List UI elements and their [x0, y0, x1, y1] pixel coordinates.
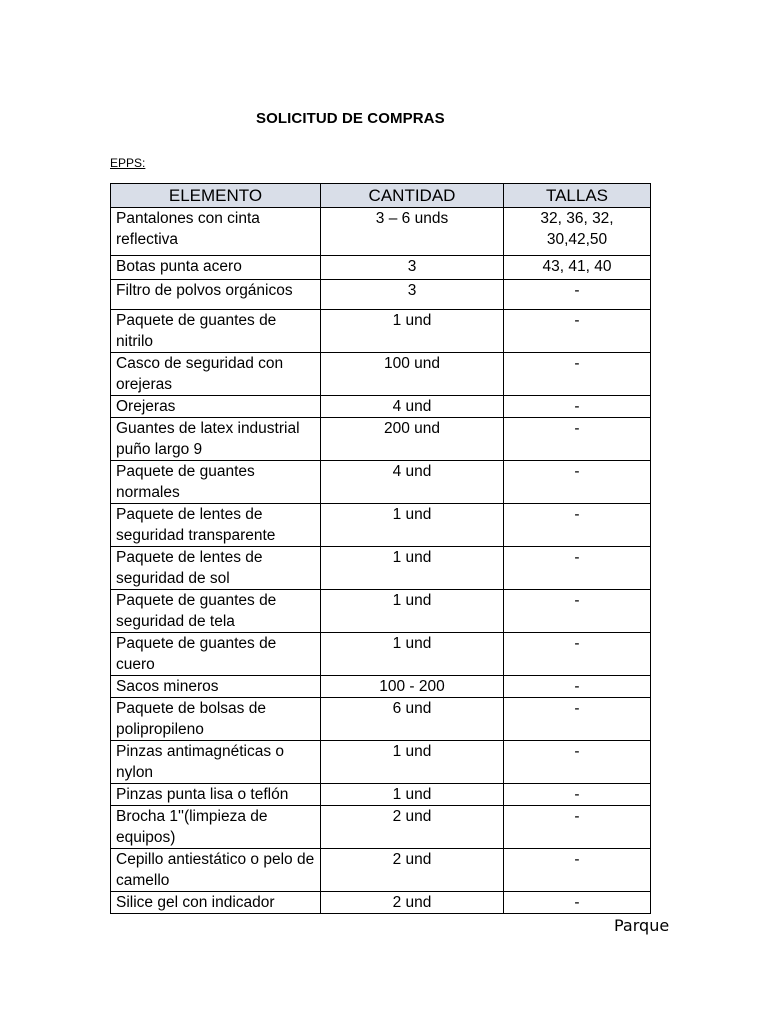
table-row — [111, 849, 651, 892]
table-row — [111, 892, 651, 914]
cell-cantidad: 100 - 200 — [321, 676, 504, 698]
cell-tallas: - — [504, 504, 651, 547]
cell-tallas: - — [504, 633, 651, 676]
cell-tallas: - — [504, 418, 651, 461]
cell-cantidad: 2 und — [321, 806, 504, 849]
cell-elemento: Paquete de guantes normales — [111, 461, 321, 504]
table-header-row — [111, 184, 651, 208]
table-row — [111, 256, 651, 280]
document-title: SOLICITUD DE COMPRAS — [256, 110, 445, 127]
cell-elemento: Guantes de latex industrial puño largo 9 — [111, 418, 321, 461]
cell-cantidad: 100 und — [321, 353, 504, 396]
table-row — [111, 461, 651, 504]
cell-elemento: Casco de seguridad con orejeras — [111, 353, 321, 396]
cell-elemento: Silice gel con indicador — [111, 892, 321, 914]
cell-cantidad: 1 und — [321, 633, 504, 676]
cell-tallas: - — [504, 310, 651, 353]
cell-elemento: Pinzas punta lisa o teflón — [111, 784, 321, 806]
table-row — [111, 547, 651, 590]
cell-cantidad: 2 und — [321, 849, 504, 892]
table-row — [111, 280, 651, 310]
header-elemento: ELEMENTO — [111, 184, 321, 208]
cell-cantidad: 1 und — [321, 547, 504, 590]
table-row — [111, 806, 651, 849]
cell-elemento: Botas punta acero — [111, 256, 321, 280]
cell-tallas: - — [504, 547, 651, 590]
cell-elemento: Cepillo antiestático o pelo de camello — [111, 849, 321, 892]
table-row — [111, 208, 651, 256]
cell-cantidad: 6 und — [321, 698, 504, 741]
table-row — [111, 698, 651, 741]
header-tallas: TALLAS — [504, 184, 651, 208]
table-row — [111, 784, 651, 806]
table-row — [111, 396, 651, 418]
cell-elemento: Paquete de guantes de seguridad de tela — [111, 590, 321, 633]
cell-elemento: Paquete de lentes de seguridad transparente — [111, 504, 321, 547]
cell-elemento: Orejeras — [111, 396, 321, 418]
cell-tallas: 43, 41, 40 — [504, 256, 651, 280]
table-row — [111, 418, 651, 461]
cell-cantidad: 3 – 6 unds — [321, 208, 504, 256]
cell-elemento: Sacos mineros — [111, 676, 321, 698]
cell-tallas: - — [504, 590, 651, 633]
cell-tallas: - — [504, 892, 651, 914]
cell-cantidad: 4 und — [321, 461, 504, 504]
purchase-request-table — [110, 183, 651, 914]
cell-cantidad: 3 — [321, 256, 504, 280]
cell-tallas: - — [504, 741, 651, 784]
cell-tallas: - — [504, 784, 651, 806]
cell-tallas: - — [504, 806, 651, 849]
table-row — [111, 633, 651, 676]
cell-cantidad: 4 und — [321, 396, 504, 418]
cell-tallas: - — [504, 676, 651, 698]
cell-elemento: Filtro de polvos orgánicos — [111, 280, 321, 310]
table-row — [111, 676, 651, 698]
table-row — [111, 353, 651, 396]
table-row — [111, 310, 651, 353]
cell-elemento: Paquete de guantes de nitrilo — [111, 310, 321, 353]
cell-cantidad: 2 und — [321, 892, 504, 914]
cell-tallas: - — [504, 396, 651, 418]
cell-tallas: - — [504, 353, 651, 396]
cell-tallas: 32, 36, 32, 30,42,50 — [504, 208, 651, 256]
cell-cantidad: 1 und — [321, 504, 504, 547]
cell-cantidad: 1 und — [321, 784, 504, 806]
cell-elemento: Paquete de bolsas de polipropileno — [111, 698, 321, 741]
cell-cantidad: 1 und — [321, 741, 504, 784]
cell-tallas: - — [504, 461, 651, 504]
cell-elemento: Pinzas antimagnéticas o nylon — [111, 741, 321, 784]
cell-elemento: Paquete de guantes de cuero — [111, 633, 321, 676]
cell-tallas: - — [504, 280, 651, 310]
cell-cantidad: 200 und — [321, 418, 504, 461]
cell-cantidad: 1 und — [321, 310, 504, 353]
cell-tallas: - — [504, 698, 651, 741]
cell-cantidad: 1 und — [321, 590, 504, 633]
cell-elemento: Brocha 1''(limpieza de equipos) — [111, 806, 321, 849]
footer-text: Parque — [614, 916, 670, 935]
table-row — [111, 590, 651, 633]
cell-tallas: - — [504, 849, 651, 892]
header-cantidad: CANTIDAD — [321, 184, 504, 208]
table-row — [111, 741, 651, 784]
section-label: EPPS: — [110, 156, 146, 170]
table-row — [111, 504, 651, 547]
cell-elemento: Pantalones con cinta reflectiva — [111, 208, 321, 256]
cell-elemento: Paquete de lentes de seguridad de sol — [111, 547, 321, 590]
cell-cantidad: 3 — [321, 280, 504, 310]
